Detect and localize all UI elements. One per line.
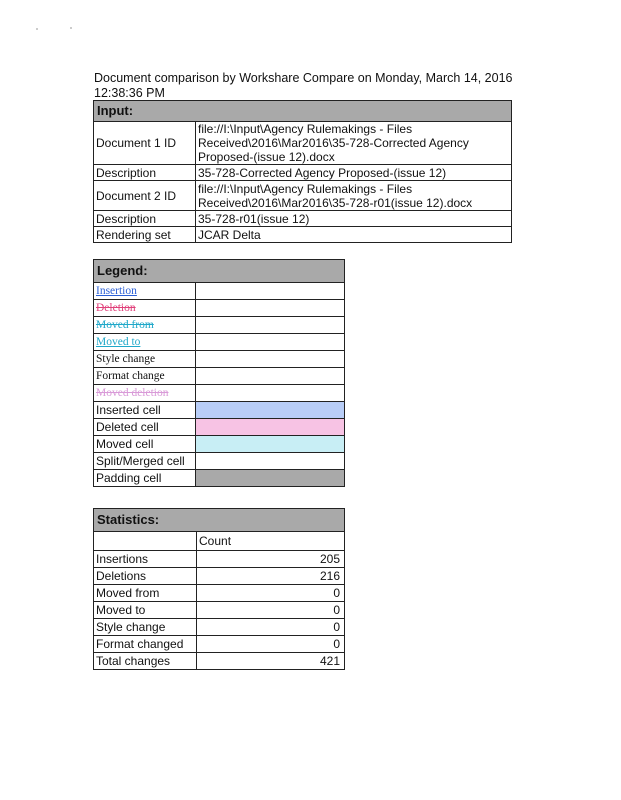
rendering-set-label: Rendering set [94, 227, 196, 243]
legend-table [93, 259, 345, 487]
stat-count: 0 [197, 636, 345, 653]
description1-value: 35-728-Corrected Agency Proposed-(issue 12) [196, 165, 512, 181]
legend-moved-deletion: Moved deletion [94, 385, 196, 402]
padding-cell-swatch [196, 470, 345, 487]
table-row [94, 602, 345, 619]
rendering-set-value: JCAR Delta [196, 227, 512, 243]
stat-label: Moved to [94, 602, 197, 619]
stat-label: Format changed [94, 636, 197, 653]
legend-moved-cell: Moved cell [94, 436, 196, 453]
doc2-value: file://I:\Input\Agency Rulemakings - Files Received\2016\Mar2016\35-728-r01(issue 12).docx [196, 181, 512, 211]
table-row [94, 636, 345, 653]
legend-padding-cell: Padding cell [94, 470, 196, 487]
table-row [94, 619, 345, 636]
doc2-label: Document 2 ID [94, 181, 196, 211]
header-title: Document comparison by Workshare Compare on Monday, March 14, 2016 [94, 71, 513, 85]
header-time: 12:38:36 PM [94, 86, 165, 100]
stat-count: 216 [197, 568, 345, 585]
legend-insertion: Insertion [94, 283, 196, 300]
input-title: Input: [94, 101, 512, 122]
stat-count: 0 [197, 619, 345, 636]
stat-count: 421 [197, 653, 345, 670]
table-row [94, 551, 345, 568]
stat-count: 205 [197, 551, 345, 568]
legend-split-merged-cell: Split/Merged cell [94, 453, 196, 470]
table-row [94, 585, 345, 602]
legend-moved-to: Moved to [94, 334, 196, 351]
doc1-label: Document 1 ID [94, 122, 196, 165]
legend-deletion: Deletion [94, 300, 196, 317]
stat-label: Insertions [94, 551, 197, 568]
doc1-value: file://I:\Input\Agency Rulemakings - Files Received\2016\Mar2016\35-728-Corrected Agency Proposed-(issue 12).docx [196, 122, 512, 165]
legend-moved-from: Moved from [94, 317, 196, 334]
stat-label: Deletions [94, 568, 197, 585]
description2-value: 35-728-r01(issue 12) [196, 211, 512, 227]
input-table [93, 100, 512, 243]
legend-style-change: Style change [94, 351, 196, 368]
stat-label: Style change [94, 619, 197, 636]
inserted-cell-swatch [196, 402, 345, 419]
stat-count: 0 [197, 585, 345, 602]
legend-inserted-cell: Inserted cell [94, 402, 196, 419]
stat-count: 0 [197, 602, 345, 619]
count-header: Count [197, 532, 345, 551]
table-row [94, 653, 345, 670]
legend-format-change: Format change [94, 368, 196, 385]
report-header [94, 71, 524, 101]
stat-label: Total changes [94, 653, 197, 670]
legend-title: Legend: [94, 260, 345, 283]
statistics-title: Statistics: [94, 509, 345, 532]
table-row [94, 568, 345, 585]
moved-cell-swatch [196, 436, 345, 453]
description1-label: Description [94, 165, 196, 181]
description2-label: Description [94, 211, 196, 227]
stat-label: Moved from [94, 585, 197, 602]
deleted-cell-swatch [196, 419, 345, 436]
legend-deleted-cell: Deleted cell [94, 419, 196, 436]
statistics-table [93, 508, 345, 670]
